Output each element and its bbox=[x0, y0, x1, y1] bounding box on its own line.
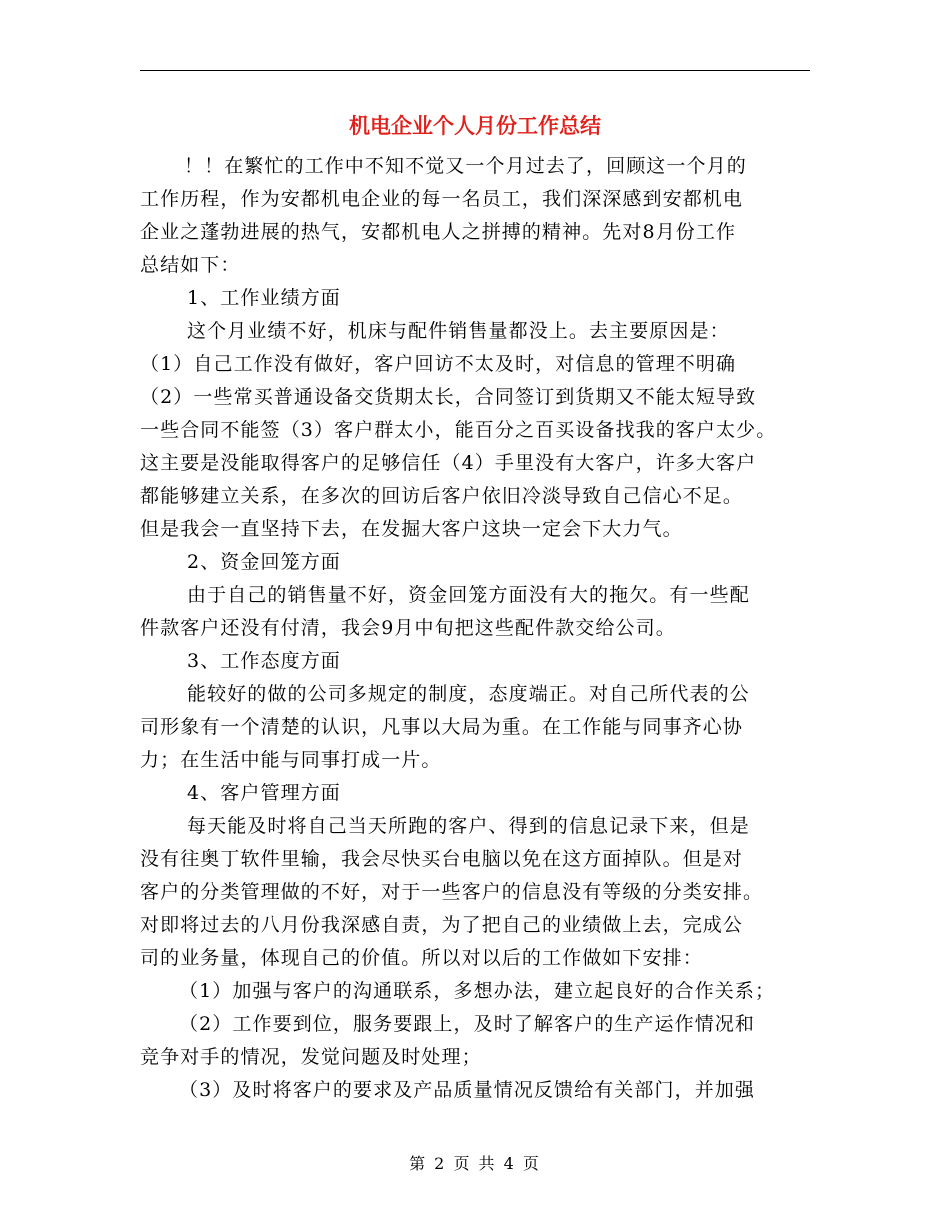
section-heading-performance: 1、工作业绩方面 bbox=[187, 287, 341, 309]
document-body bbox=[140, 150, 820, 1107]
paragraph-line: 工作历程，作为安都机电企业的每一名员工，我们深深感到安都机电 bbox=[140, 188, 744, 210]
paragraph-line: 这主要是没能取得客户的足够信任（4）手里没有大客户，许多大客户 bbox=[140, 452, 757, 474]
paragraph-line: 件款客户还没有付清，我会9月中旬把这些配件款交给公司。 bbox=[140, 617, 676, 639]
paragraph-line: 力；在生活中能与同事打成一片。 bbox=[140, 749, 442, 771]
paragraph-line: 司的业务量，体现自己的价值。所以对以后的工作做如下安排： bbox=[140, 947, 703, 969]
paragraph-line: ！！在繁忙的工作中不知不觉又一个月过去了，回顾这一个月的 bbox=[184, 155, 747, 177]
paragraph-line: 竞争对手的情况，发觉问题及时处理； bbox=[140, 1046, 482, 1068]
paragraph-line: 都能够建立关系，在多次的回访后客户依旧冷淡导致自己信心不足。 bbox=[140, 485, 744, 507]
paragraph-line: 对即将过去的八月份我深感自责，为了把自己的业绩做上去，完成公 bbox=[140, 914, 744, 936]
header-rule bbox=[140, 70, 810, 71]
paragraph-line: 没有往奥丁软件里输，我会尽快买台电脑以免在这方面掉队。但是对 bbox=[140, 848, 744, 870]
section-heading-customers: 4、客户管理方面 bbox=[187, 782, 341, 804]
paragraph-line: 但是我会一直坚持下去，在发掘大客户这块一定会下大力气。 bbox=[140, 518, 683, 540]
page-number: 第 2 页 共 4 页 bbox=[409, 1154, 541, 1173]
paragraph-line: 由于自己的销售量不好，资金回笼方面没有大的拖欠。有一些配 bbox=[187, 584, 750, 606]
paragraph-line: 客户的分类管理做的不好，对于一些客户的信息没有等级的分类安排。 bbox=[140, 881, 764, 903]
paragraph-line: （1）自己工作没有做好，客户回访不太及时，对信息的管理不明确 bbox=[140, 353, 737, 375]
paragraph-line: 每天能及时将自己当天所跑的客户、得到的信息记录下来，但是 bbox=[187, 815, 750, 837]
section-heading-funds: 2、资金回笼方面 bbox=[187, 551, 341, 573]
paragraph-line: 企业之蓬勃进展的热气，安都机电人之拼搏的精神。先对8月份工作 bbox=[140, 221, 737, 243]
plan-item-3: （3）及时将客户的要求及产品质量情况反馈给有关部门，并加强 bbox=[179, 1079, 755, 1101]
paragraph-line: 这个月业绩不好，机床与配件销售量都没上。去主要原因是： bbox=[187, 320, 730, 342]
paragraph-line: （2）一些常买普通设备交货期太长，合同签订到货期又不能太短导致 bbox=[140, 386, 757, 408]
paragraph-line: 能较好的做的公司多规定的制度，态度端正。对自己所代表的公 bbox=[187, 683, 750, 705]
paragraph-line: 司形象有一个清楚的认识，凡事以大局为重。在工作能与同事齐心协 bbox=[140, 716, 744, 738]
document-title: 机电企业个人月份工作总结 bbox=[349, 113, 601, 138]
paragraph-line: 总结如下： bbox=[140, 254, 241, 276]
plan-item-1: （1）加强与客户的沟通联系，多想办法，建立起良好的合作关系； bbox=[179, 980, 776, 1002]
plan-item-2: （2）工作要到位，服务要跟上，及时了解客户的生产运作情况和 bbox=[179, 1013, 755, 1035]
paragraph-line: 一些合同不能签（3）客户群太小，能百分之百买设备找我的客户太少。 bbox=[140, 419, 777, 441]
section-heading-attitude: 3、工作态度方面 bbox=[187, 650, 341, 672]
